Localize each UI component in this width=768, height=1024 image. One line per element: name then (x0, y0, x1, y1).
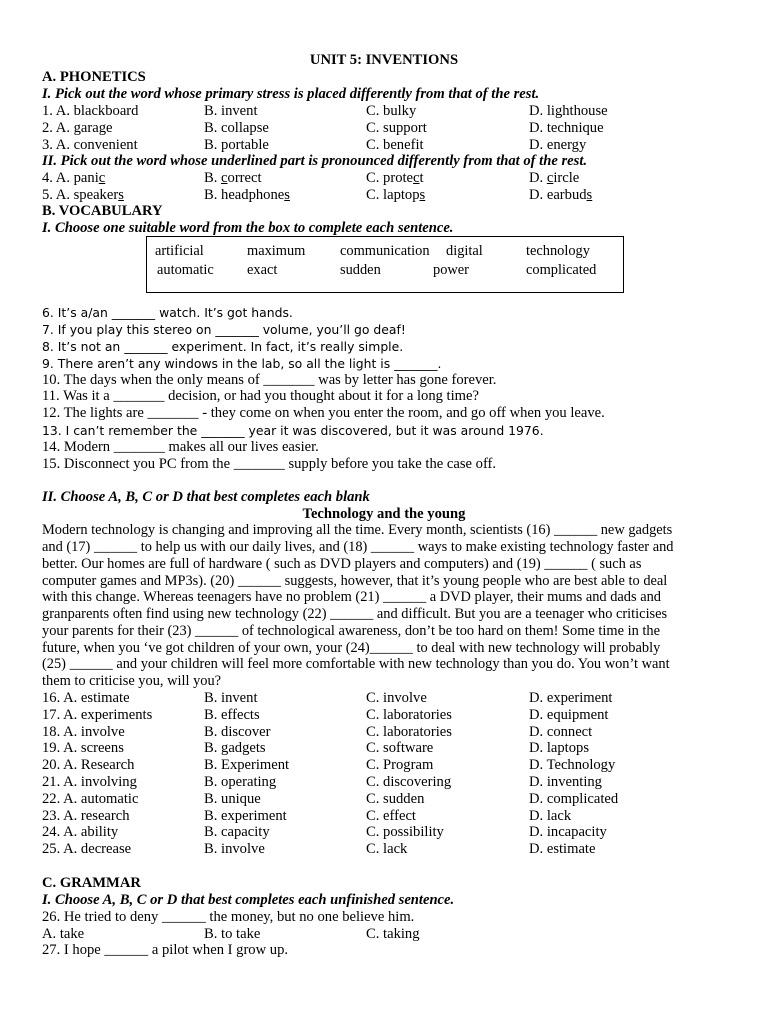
vocab-sentence: 7. If you play this stereo on _______ volume, you’ll go deaf! (42, 322, 406, 337)
question-option: 24. A. ability (42, 824, 119, 841)
question-option: D. lighthouse (529, 103, 608, 119)
passage-line: computer games and MP3s). (20) ______ suggests, however, that it’s young people who are best able to deal (42, 573, 668, 589)
question-option: C. Program (366, 757, 434, 774)
question-option: 17. A. experiments (42, 706, 153, 723)
question-option: B. involve (204, 841, 265, 858)
word-box (146, 236, 624, 293)
box-word: sudden (340, 262, 381, 278)
question-option: C. software (366, 740, 434, 757)
question-option: 2. A. garage (42, 120, 113, 136)
instruction-passage: II. Choose A, B, C or D that best completes each blank (42, 489, 370, 505)
passage-line: your parents for their (23) ______ of technological awareness, don’t be too hard on them! Some time in the (42, 623, 660, 639)
instruction-pronunciation: II. Pick out the word whose underlined part is pronounced differently from that of the rest. (42, 153, 588, 169)
question-option: B. to take (204, 926, 261, 942)
page-title: UNIT 5: INVENTIONS (309, 52, 459, 68)
question-option: B. headphones (204, 187, 290, 203)
vocab-sentence: 12. The lights are _______ - they come on when you enter the room, and go off when you leave. (42, 405, 605, 421)
question-option: D. complicated (529, 790, 619, 807)
question-option: B. invent (204, 103, 258, 119)
passage-line: future, when you ‘ve got children of your own, your (24)______ to deal with new technology will probably (42, 640, 661, 656)
underlined-part: c (221, 170, 228, 186)
question-option: D. circle (529, 170, 580, 186)
vocab-sentence: 10. The days when the only means of _______ was by letter has gone forever. (42, 372, 497, 388)
question-option: D. energy (529, 137, 587, 153)
question-option: D. technique (529, 120, 604, 136)
underlined-part: c (98, 170, 106, 186)
passage-line: granparents often find using new technology (22) ______ and difficult. But you are a teenager who criticises (42, 606, 668, 622)
question-option: D. incapacity (529, 824, 607, 841)
question-option: D. Technology (529, 757, 616, 774)
question-option: C. support (366, 120, 427, 136)
question-option: D. connect (529, 723, 593, 740)
box-word: complicated (526, 262, 597, 278)
question-option: 20. A. Research (42, 757, 135, 774)
question-option: 23. A. research (42, 807, 130, 824)
passage-line: with this change. Whereas teenagers have no problem (21) ______ a DVD player, their mums and dads and (42, 589, 661, 605)
grammar-question: 26. He tried to deny ______ the money, but no one believe him. (42, 909, 415, 925)
passage-line: better. Our homes are full of hardware ( such as DVD players and computers) and (19) ______ ( such as (42, 556, 642, 572)
question-option: C. effect (366, 807, 416, 824)
question-option: D. earbuds (529, 187, 593, 203)
passage-line: and (17) ______ to help us with our daily lives, and (18) ______ ways to make existing technology faster and (42, 539, 674, 555)
question-option: C. discovering (366, 774, 452, 790)
vocab-sentence: 11. Was it a _______ decision, or had you thought about it for a long time? (42, 388, 479, 404)
box-word: automatic (157, 262, 214, 278)
question-option: B. correct (204, 170, 262, 186)
question-option: 18. A. involve (42, 723, 125, 740)
question-option: C. sudden (366, 790, 425, 807)
box-word: maximum (247, 243, 306, 259)
passage-line: them to criticise you, will you? (42, 673, 222, 689)
question-option: A. take (42, 926, 85, 942)
question-option: C. taking (366, 926, 420, 942)
section-vocabulary: B. VOCABULARY (42, 203, 163, 219)
underlined-part: s (586, 187, 593, 203)
question-option: B. experiment (204, 807, 287, 824)
question-option: 5. A. speakers (42, 187, 124, 203)
question-option: C. benefit (366, 137, 424, 153)
question-option: C. possibility (366, 824, 444, 841)
question-option: C. bulky (366, 103, 417, 119)
question-option: C. protect (366, 170, 424, 186)
instruction-stress: I. Pick out the word whose primary stress is placed differently from that of the rest. (42, 86, 540, 102)
question-option: D. laptops (529, 740, 589, 757)
box-word: artificial (155, 243, 204, 259)
section-phonetics: A. PHONETICS (42, 69, 146, 85)
passage-title: Technology and the young (302, 506, 466, 522)
question-option: C. involve (366, 690, 427, 706)
question-option: B. effects (204, 706, 260, 723)
question-option: 22. A. automatic (42, 790, 139, 807)
question-option: 4. A. panic (42, 170, 106, 186)
underlined-part: c (413, 170, 420, 186)
question-option: 21. A. involving (42, 774, 137, 790)
passage-line: Modern technology is changing and improving all the time. Every month, scientists (16) ______ new gadgets (42, 522, 673, 538)
question-option: D. experiment (529, 690, 613, 706)
underlined-part: s (284, 187, 290, 203)
vocab-sentence: 9. There aren’t any windows in the lab, so all the light is _______. (42, 356, 442, 371)
question-option: C. laboratories (366, 723, 452, 740)
vocab-sentence: 8. It’s not an _______ experiment. In fact, it’s really simple. (42, 339, 404, 354)
question-option: B. capacity (204, 824, 270, 841)
question-option: B. unique (204, 790, 261, 807)
question-option: D. estimate (529, 841, 596, 858)
question-option: C. laptops (366, 187, 426, 203)
question-option: 1. A. blackboard (42, 103, 139, 119)
section-grammar: C. GRAMMAR (42, 875, 141, 891)
box-word: technology (526, 243, 590, 259)
underlined-part: c (546, 170, 554, 186)
question-option: B. discover (204, 723, 271, 740)
box-word: communication (340, 243, 430, 259)
underlined-part: s (419, 187, 426, 203)
question-option: B. operating (204, 774, 277, 790)
question-option: B. collapse (204, 120, 269, 136)
box-word: exact (247, 262, 278, 278)
question-option: D. inventing (529, 774, 602, 790)
question-option: 19. A. screens (42, 740, 124, 757)
passage-line: (25) ______ and your children will feel more comfortable with new technology than you do. You won’t want (42, 656, 670, 672)
question-option: D. equipment (529, 706, 609, 723)
vocab-sentence: 13. I can’t remember the _______ year it was discovered, but it was around 1976. (42, 423, 544, 438)
instruction-grammar: I. Choose A, B, C or D that best completes each unfinished sentence. (42, 892, 455, 908)
question-option: B. invent (204, 690, 258, 706)
grammar-question: 27. I hope ______ a pilot when I grow up. (42, 942, 289, 958)
question-option: 3. A. convenient (42, 137, 138, 153)
vocab-sentence: 6. It’s a/an _______ watch. It’s got hands. (42, 305, 293, 320)
question-option: 16. A. estimate (42, 690, 130, 706)
question-option: C. lack (366, 841, 408, 858)
box-word: power (433, 262, 469, 278)
question-option: C. laboratories (366, 706, 452, 723)
underlined-part: s (118, 187, 124, 203)
question-option: B. portable (204, 137, 269, 153)
question-option: B. gadgets (204, 740, 266, 757)
question-option: D. lack (529, 807, 572, 824)
question-option: 25. A. decrease (42, 841, 132, 858)
box-word: digital (446, 243, 483, 259)
instruction-word-box: I. Choose one suitable word from the box to complete each sentence. (42, 220, 454, 236)
vocab-sentence: 15. Disconnect you PC from the _______ supply before you take the case off. (42, 456, 497, 472)
question-option: B. Experiment (204, 757, 290, 774)
vocab-sentence: 14. Modern _______ makes all our lives easier. (42, 439, 319, 455)
